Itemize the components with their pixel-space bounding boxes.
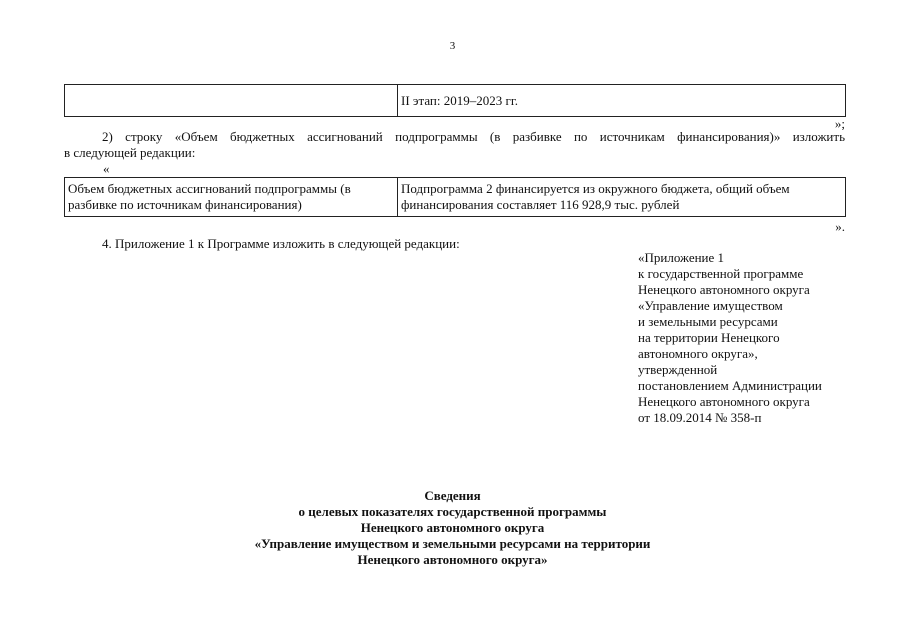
heading-line: Ненецкого автономного округа»: [357, 552, 548, 567]
section-heading: [0, 488, 905, 568]
table-row: [65, 178, 846, 217]
paragraph-2-line-2: в следующей редакции:: [64, 145, 196, 160]
heading-line: «Управление имуществом и земельными ресурсами на территории: [254, 536, 651, 551]
appendix-line: Ненецкого автономного округа: [638, 282, 810, 297]
heading-title: Сведения: [424, 488, 481, 503]
appendix-header: [638, 250, 848, 426]
heading-line: о целевых показателях государственной программы: [298, 504, 607, 519]
appendix-line: постановлением Администрации: [638, 378, 822, 393]
appendix-line: «Приложение 1: [638, 250, 725, 265]
budget-table: [64, 177, 846, 217]
budget-label-cell: Объем бюджетных ассигнований подпрограммы (в разбивке по источникам финансирования): [65, 178, 398, 217]
appendix-line: утвержденной: [638, 362, 718, 377]
appendix-line: Ненецкого автономного округа: [638, 394, 810, 409]
heading-line: Ненецкого автономного округа: [360, 520, 545, 535]
paragraph-4: 4. Приложение 1 к Программе изложить в следующей редакции:: [102, 236, 460, 251]
appendix-line: на территории Ненецкого: [638, 330, 780, 345]
page-number: 3: [449, 40, 456, 52]
stage-table: [64, 84, 846, 117]
table-cell-stage: II этап: 2019–2023 гг.: [398, 85, 846, 117]
appendix-line: к государственной программе: [638, 266, 804, 281]
appendix-line: автономного округа»,: [638, 346, 758, 361]
table-row: [65, 85, 846, 117]
paragraph-2: [64, 129, 845, 161]
appendix-line: от 18.09.2014 № 358-п: [638, 410, 762, 425]
opening-quote: «: [103, 161, 110, 176]
table-cell-left: [65, 85, 398, 117]
appendix-line: и земельными ресурсами: [638, 314, 778, 329]
budget-value-cell: Подпрограмма 2 финансируется из окружного бюджета, общий объем финансирования составляет 116 928,9 тыс. рублей: [398, 178, 846, 217]
appendix-line: «Управление имуществом: [638, 298, 783, 313]
closing-quote: »;: [834, 116, 845, 131]
closing-quote: ».: [835, 219, 845, 234]
paragraph-2-line-1: 2) строку «Объем бюджетных ассигнований подпрограммы (в разбивке по источникам финансирования)» изложить: [102, 129, 845, 144]
